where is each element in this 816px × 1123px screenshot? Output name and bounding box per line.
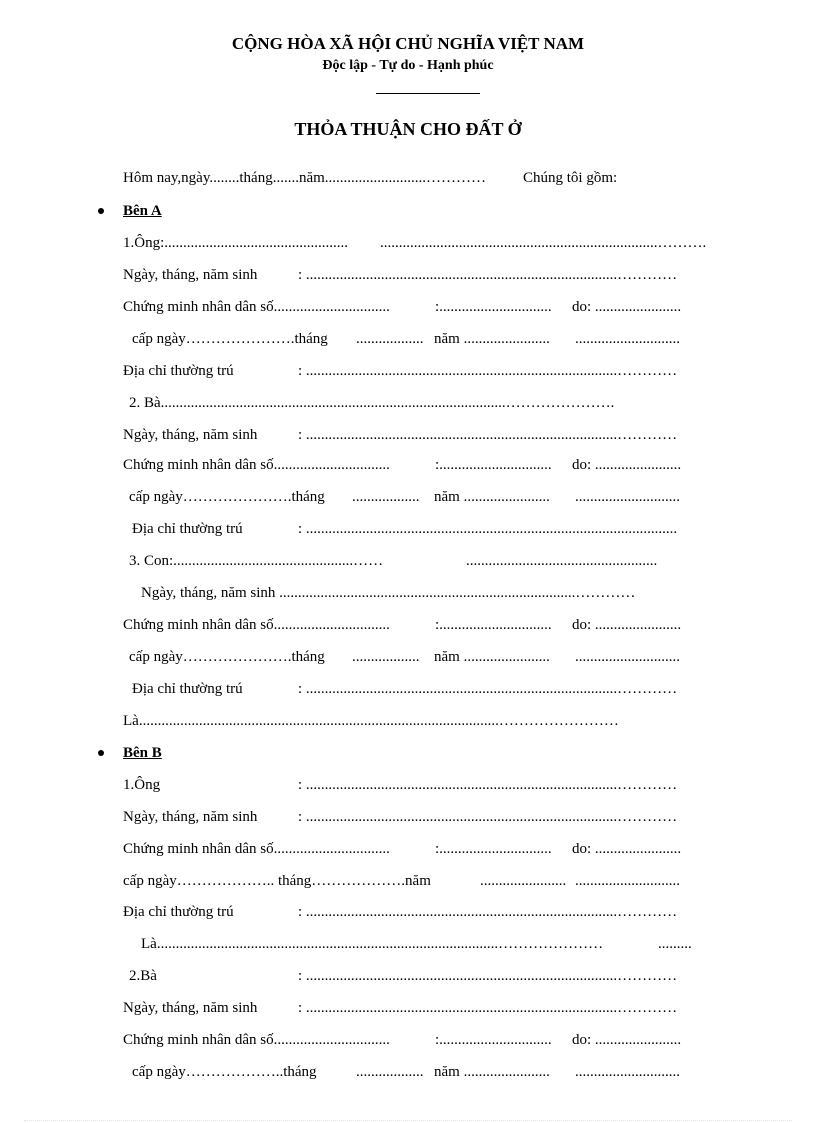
a-ong-name: 1.Ông:................................................. <box>123 235 348 251</box>
b-la-tail: ......... <box>658 936 692 952</box>
a-con-dob-line: Ngày, tháng, năm sinh ...............................................................................………… <box>141 585 636 601</box>
b-ong-name: 1.Ông <box>123 777 161 793</box>
b-ong-issue-tail: ............................ <box>575 873 680 889</box>
b-ong-address-label: Địa chỉ thường trú <box>123 904 234 920</box>
b-ba-issue-month: .................. <box>356 1064 424 1080</box>
a-con-address-field: : ...................................................................................………… <box>298 681 678 697</box>
b-ong-address-field: : ...................................................................................………… <box>298 904 678 920</box>
b-ba-id-field: :.............................. <box>435 1032 552 1048</box>
a-con-issue-date: cấp ngày………………….tháng <box>129 649 325 665</box>
a-ba-dob-field: : ...................................................................................………… <box>298 427 678 443</box>
a-con-name: 3. Con:................................................…… <box>129 553 384 569</box>
a-ong-id-issuer: do: ....................... <box>572 299 682 315</box>
a-ong-issue-tail: ............................ <box>575 331 680 347</box>
a-ong-name-cont: ..........................................................................………. <box>380 235 707 251</box>
a-ba-issue-month: .................. <box>352 489 420 505</box>
b-ba-id-label: Chứng minh nhân dân số............................... <box>123 1032 390 1048</box>
b-ong-id-issuer: do: ....................... <box>572 841 682 857</box>
a-con-address-label: Địa chỉ thường trú <box>132 681 243 697</box>
a-ba-dob-label: Ngày, tháng, năm sinh <box>123 427 258 443</box>
a-ong-address-label: Địa chỉ thường trú <box>123 363 234 379</box>
a-ong-dob-label: Ngày, tháng, năm sinh <box>123 267 258 283</box>
bullet-icon <box>98 750 104 756</box>
a-ba-issue-date: cấp ngày………………….tháng <box>129 489 325 505</box>
a-con-issue-tail: ............................ <box>575 649 680 665</box>
b-ba-issue-tail: ............................ <box>575 1064 680 1080</box>
b-ong-id-label: Chứng minh nhân dân số............................... <box>123 841 390 857</box>
b-ba-dob-label: Ngày, tháng, năm sinh <box>123 1000 258 1016</box>
a-ba-name: 2. Bà............................................................................................…………………. <box>129 395 615 411</box>
motto-line: Độc lập - Tự do - Hạnh phúc <box>322 58 494 73</box>
a-con-name-cont: ................................................... <box>466 553 658 569</box>
bullet-icon <box>98 208 104 214</box>
b-ba-issue-year: năm ....................... <box>434 1064 550 1080</box>
a-ba-address-field: : ................................................................................................... <box>298 521 678 537</box>
parties-label: Chúng tôi gồm: <box>523 170 618 186</box>
page-bottom-border <box>24 1120 792 1121</box>
document-title: THỎA THUẬN CHO ĐẤT Ở <box>294 119 522 139</box>
a-ong-issue-date: cấp ngày………………….tháng <box>132 331 328 347</box>
b-ong-issue-year: ....................... <box>480 873 567 889</box>
b-ba-id-issuer: do: ....................... <box>572 1032 682 1048</box>
a-ba-issue-year: năm ....................... <box>434 489 550 505</box>
nation-heading: CỘNG HÒA XÃ HỘI CHỦ NGHĨA VIỆT NAM <box>231 34 585 53</box>
b-ong-dob-label: Ngày, tháng, năm sinh <box>123 809 258 825</box>
a-ong-issue-month: .................. <box>356 331 424 347</box>
a-con-id-label: Chứng minh nhân dân số............................... <box>123 617 390 633</box>
header-divider <box>376 93 480 94</box>
a-ba-address-label: Địa chỉ thường trú <box>132 521 243 537</box>
a-ba-issue-tail: ............................ <box>575 489 680 505</box>
a-ong-id-label: Chứng minh nhân dân số............................... <box>123 299 390 315</box>
a-ong-dob-field: : ...................................................................................………… <box>298 267 678 283</box>
b-ong-id-field: :.............................. <box>435 841 552 857</box>
b-la-line: Là...........................................................................................………………… <box>141 936 604 952</box>
b-ong-issue-line: cấp ngày……………….. tháng……………….năm <box>123 873 431 889</box>
a-ong-address-field: : ...................................................................................………… <box>298 363 678 379</box>
a-con-issue-year: năm ....................... <box>434 649 550 665</box>
side-b-heading: Bên B <box>123 745 162 761</box>
a-con-id-field: :.............................. <box>435 617 552 633</box>
a-con-id-issuer: do: ....................... <box>572 617 682 633</box>
b-ba-issue-date: cấp ngày………………..tháng <box>132 1064 317 1080</box>
side-a-heading: Bên A <box>123 203 162 219</box>
date-line: Hôm nay,ngày........tháng.......năm...........................………… <box>123 170 487 186</box>
b-ba-dob-field: : ...................................................................................………… <box>298 1000 678 1016</box>
a-con-issue-month: .................. <box>352 649 420 665</box>
a-la-line: Là................................................................................................…………………… <box>123 713 619 729</box>
b-ba-name: 2.Bà <box>129 968 157 984</box>
a-ong-issue-year: năm ....................... <box>434 331 550 347</box>
b-ong-dob-field: : ...................................................................................………… <box>298 809 678 825</box>
a-ong-id-field: :.............................. <box>435 299 552 315</box>
a-ba-id-field: :.............................. <box>435 457 552 473</box>
a-ba-id-label: Chứng minh nhân dân số............................... <box>123 457 390 473</box>
b-ba-name-field: : ...................................................................................………… <box>298 968 678 984</box>
b-ong-name-field: : ...................................................................................………… <box>298 777 678 793</box>
a-ba-id-issuer: do: ....................... <box>572 457 682 473</box>
